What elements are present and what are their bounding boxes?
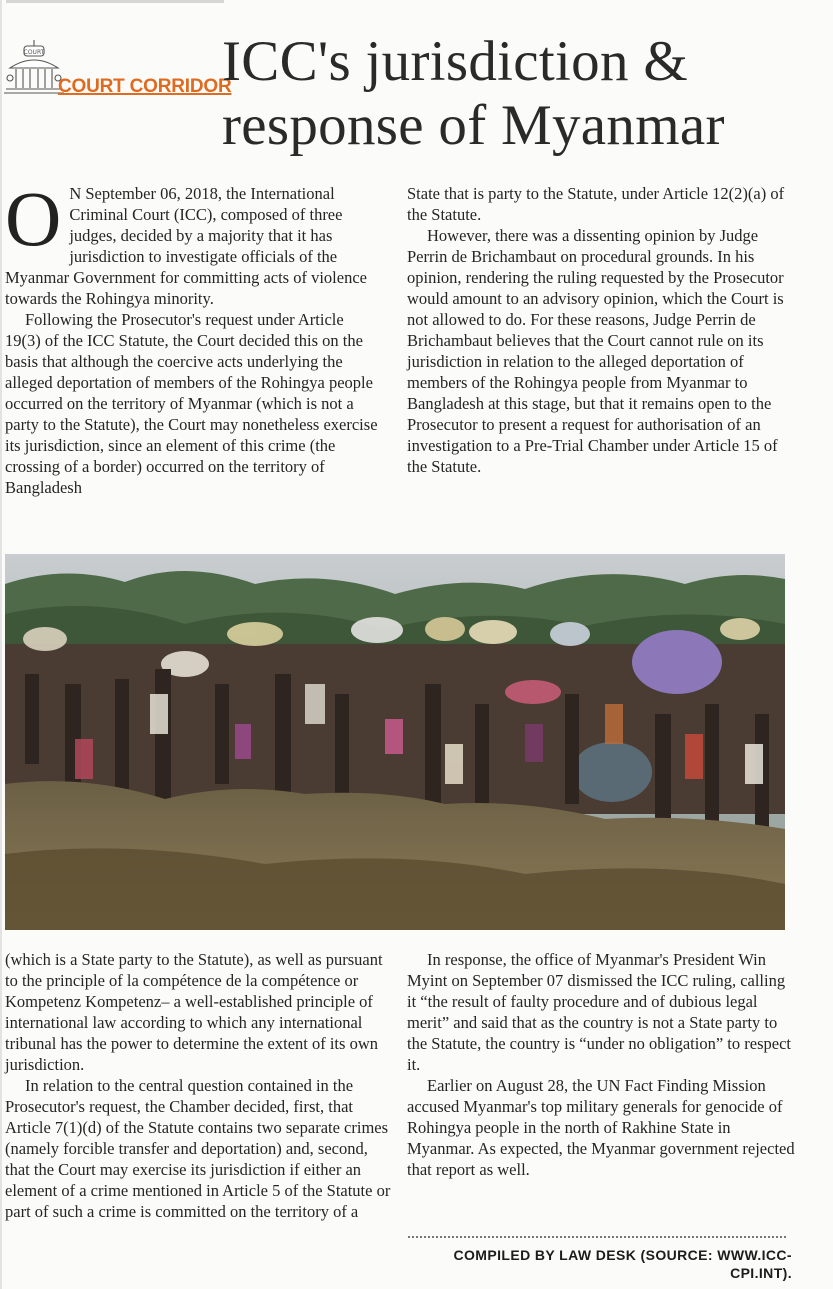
article-column-4 (407, 949, 797, 1180)
paragraph: Following the Prosecutor's request under Article 19(3) of the ICC Statute, the Court decided this on the basis that although the coercive acts underlying the alleged deportation of members of the Rohingya people occurred on the territory of Myanmar (which is not a party to the Statute), the Court may nonetheless exercise its jurisdiction, since an element of this crime (the crossing of a border) occurred on the territory of Bangladesh (5, 310, 378, 497)
courthouse-icon (4, 38, 64, 102)
paragraph: In relation to the central question contained in the Prosecutor's request, the Chamber decided, first, that Article 7(1)(d) of the Statute contains two separate crimes (namely forcible transfer and deportation) and, second, that the Court may exercise its jurisdiction if either an element of a crime mentioned in Article 5 of the Statute or part of such a crime is committed on the territory of a (5, 1076, 391, 1221)
paragraph: Earlier on August 28, the UN Fact Finding Mission accused Myanmar's top military generals for genocide of Rohingya people in the north of Rakhine State in Myanmar. As expected, the Myanmar government rejected that report as well. (407, 1076, 795, 1179)
article-column-2 (407, 183, 797, 477)
page-left-rule (0, 0, 2, 1289)
lead-text: N September 06, 2018, the International Criminal Court (ICC), composed of three judges, decided by a majority that it has jurisdiction to investigate officials of the Myanmar Government for committing acts of violence towards the Rohingya minority. (5, 184, 367, 308)
paragraph: (which is a State party to the Statute), as well as pursuant to the principle of la compétence de la compétence or Kompetenz Kompetenz– a well-established principle of international law according to which any international tribunal has the power to determine the extent of its own jurisdiction. (5, 950, 383, 1074)
rohingya-refugees-photo (5, 554, 785, 930)
lead-paragraph (5, 175, 383, 309)
dotted-divider (408, 1236, 786, 1238)
logo-sign-text: COURT (23, 49, 45, 56)
paragraph: State that is party to the Statute, under Article 12(2)(a) of the Statute. (407, 184, 785, 224)
court-corridor-logo (4, 38, 232, 102)
paragraph: However, there was a dissenting opinion by Judge Perrin de Brichambaut on procedural grounds. In his opinion, rendering the ruling requested by the Prosecutor would amount to an advisory opinion, which the Court is not allowed to do. For these reasons, Judge Perrin de Brichambaut believes that the Court cannot rule on its jurisdiction in relation to the alleged deportation of members of the Rohingya people from Myanmar to Bangladesh at this stage, but that it remains open to the Prosecutor to present a request for authorisation of an investigation to a Pre-Trial Chamber under Article 15 of the Statute. (407, 226, 784, 476)
article-column-1 (5, 175, 383, 498)
drop-cap: O (5, 175, 62, 262)
top-rule (6, 0, 224, 3)
section-label: COURT CORRIDOR (58, 76, 232, 97)
source-credit: COMPILED BY LAW DESK (SOURCE: WWW.ICC-CPI.INT). (453, 1247, 792, 1281)
headline: ICC's jurisdiction & response of Myanmar (222, 30, 725, 157)
article-column-3 (5, 949, 391, 1222)
paragraph: In response, the office of Myanmar's President Win Myint on September 07 dismissed the ICC ruling, calling it “the result of faulty procedure and of dubious legal merit” and said that as the country is not a State party to the Statute, the country is “under no obligation” to respect it. (407, 950, 791, 1074)
